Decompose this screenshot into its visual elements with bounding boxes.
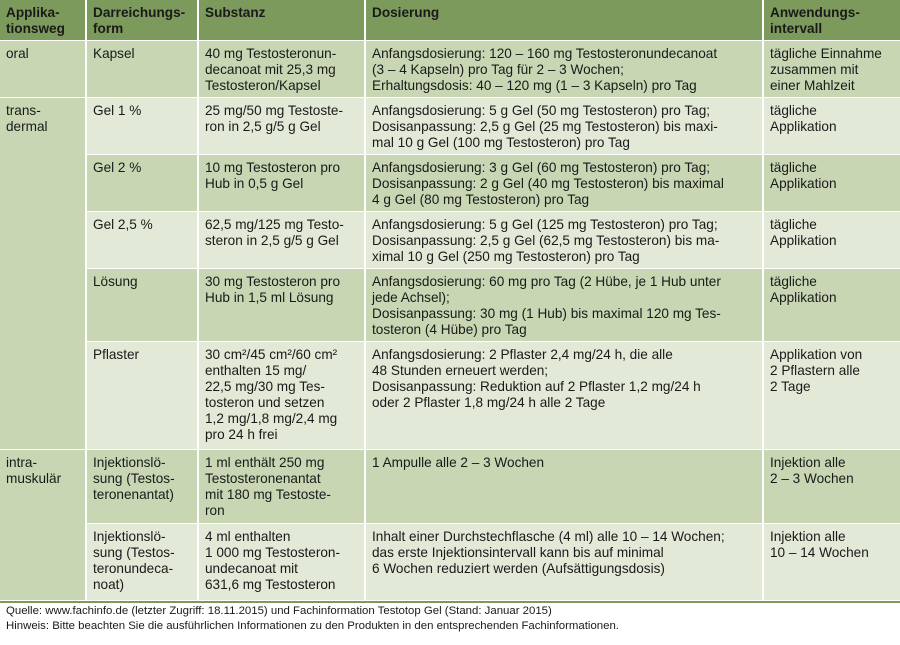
cell-text-line: 62,5 mg/125 mg Testo- <box>205 217 344 232</box>
cell-text-line: mal 10 g Gel (100 mg Testosteron) pro Tag <box>372 135 630 150</box>
cell-darreichungsform <box>86 212 198 269</box>
cell-text-line: Kapsel <box>93 46 135 61</box>
cell-text-line: noat) <box>93 577 124 592</box>
header-dosierung <box>365 0 763 41</box>
cell-text-line: Anfangsdosierung: 60 mg pro Tag (2 Hübe, je 1 Hub unter <box>372 274 721 289</box>
cell-text-line: 1,2 mg/1,8 mg/2,4 mg <box>205 411 338 426</box>
cell-text-line: (3 – 4 Kapseln) pro Tag für 2 – 3 Wochen; <box>372 62 624 77</box>
cell-substanz <box>198 41 365 98</box>
cell-text-line: Injektionslö- <box>93 529 166 544</box>
cell-text-line: sung (Testos- <box>93 471 175 486</box>
cell-text-line: tägliche Einnahme <box>770 46 882 61</box>
cell-text-line: 1 Ampulle alle 2 – 3 Wochen <box>372 455 545 470</box>
footer-source: Quelle: www.fachinfo.de (letzter Zugriff: 18.11.2015) und Fachinformation Testotop Gel (Stand: Januar 2015) <box>6 605 552 617</box>
table-body <box>0 41 900 601</box>
cell-text-line: 10 – 14 Wochen <box>770 545 869 560</box>
cell-darreichungsform <box>86 524 198 601</box>
cell-substanz <box>198 342 365 450</box>
cell-text-line: 4 ml enthalten <box>205 529 291 544</box>
cell-text-line: Dosisanpassung: 2 g Gel (40 mg Testosteron) bis maximal <box>372 176 724 191</box>
cell-text-line: Gel 2,5 % <box>93 217 153 232</box>
cell-text-line: Testosteronenantat <box>205 471 321 486</box>
cell-text-line: teronundeca- <box>93 561 174 576</box>
cell-text-line: Injektionslö- <box>93 455 166 470</box>
cell-dosierung <box>365 212 763 269</box>
cell-text-line: sung (Testos- <box>93 545 175 560</box>
cell-text-line: Anwendungs- <box>770 5 860 20</box>
cell-text-line: 1 ml enthält 250 mg <box>205 455 325 470</box>
cell-text-line: zusammen mit <box>770 62 859 77</box>
cell-text-line: tosteron (4 Hübe) pro Tag <box>372 322 527 337</box>
cell-text-line: tägliche <box>770 217 817 232</box>
cell-text-line: pro 24 h frei <box>205 427 278 442</box>
cell-text-line: tionsweg <box>6 21 65 36</box>
cell-text-line: teronenantat) <box>93 487 174 502</box>
cell-text-line: 48 Stunden erneuert werden; <box>372 363 549 378</box>
cell-text-line: 30 cm²/45 cm²/60 cm² <box>205 347 338 362</box>
table-footer <box>6 604 896 634</box>
cell-text-line: tägliche <box>770 274 817 289</box>
cell-text-line: undecanoat mit <box>205 561 298 576</box>
cell-substanz <box>198 524 365 601</box>
cell-text-line: Anfangsdosierung: 2 Pflaster 2,4 mg/24 h, die alle <box>372 347 673 362</box>
cell-applikationsweg <box>0 41 86 98</box>
cell-dosierung <box>365 269 763 342</box>
table-row <box>0 450 900 524</box>
cell-darreichungsform <box>86 155 198 212</box>
cell-darreichungsform <box>86 41 198 98</box>
cell-text-line: ximal 10 g Gel (250 mg Testosteron) pro Tag <box>372 249 640 264</box>
cell-text-line: Substanz <box>205 5 266 20</box>
cell-dosierung <box>365 342 763 450</box>
header-substanz <box>198 0 365 41</box>
cell-text-line: tägliche <box>770 160 817 175</box>
cell-text-line: dermal <box>6 119 48 134</box>
cell-text-line: tägliche <box>770 103 817 118</box>
cell-dosierung <box>365 450 763 524</box>
cell-text-line: 6 Wochen reduziert werden (Aufsättigungsdosis) <box>372 561 665 576</box>
cell-dosierung <box>365 155 763 212</box>
cell-text-line: ron in 2,5 g/5 g Gel <box>205 119 321 134</box>
cell-text-line: oral <box>6 46 29 61</box>
table-row <box>0 98 900 155</box>
cell-text-line: mit 180 mg Testoste- <box>205 487 331 502</box>
cell-text-line: Anfangsdosierung: 120 – 160 mg Testosteronundecanoat <box>372 46 718 61</box>
cell-text-line: oder 2 Pflaster 1,8 mg/24 h alle 2 Tage <box>372 395 606 410</box>
cell-anwendungsintervall <box>763 155 900 212</box>
cell-text-line: Applikation <box>770 176 837 191</box>
cell-dosierung <box>365 524 763 601</box>
cell-text-line: Pflaster <box>93 347 140 362</box>
footer-divider <box>0 601 900 603</box>
table-row <box>0 524 900 601</box>
header-anwendungsintervall <box>763 0 900 41</box>
cell-text-line: Dosisanpassung: Reduktion auf 2 Pflaster 1,2 mg/24 h <box>372 379 701 394</box>
cell-dosierung <box>365 41 763 98</box>
footer-note: Hinweis: Bitte beachten Sie die ausführlichen Informationen zu den Produkten in den entsprechenden Fachinformationen. <box>6 620 619 632</box>
cell-darreichungsform <box>86 98 198 155</box>
cell-text-line: Erhaltungsdosis: 40 – 120 mg (1 – 3 Kapseln) pro Tag <box>372 78 697 93</box>
cell-text-line: Injektion alle <box>770 529 846 544</box>
cell-text-line: das erste Injektionsintervall kann bis auf minimal <box>372 545 664 560</box>
cell-darreichungsform <box>86 269 198 342</box>
cell-anwendungsintervall <box>763 524 900 601</box>
table-row <box>0 41 900 98</box>
cell-text-line: Anfangsdosierung: 3 g Gel (60 mg Testosteron) pro Tag; <box>372 160 711 175</box>
table-row <box>0 342 900 450</box>
cell-anwendungsintervall <box>763 212 900 269</box>
cell-text-line: Applikation <box>770 290 837 305</box>
cell-text-line: muskulär <box>6 471 62 486</box>
cell-applikationsweg <box>0 450 86 601</box>
cell-substanz <box>198 450 365 524</box>
header-applikationsweg <box>0 0 86 41</box>
cell-text-line: form <box>93 21 124 36</box>
cell-text-line: 631,6 mg Testosteron <box>205 577 336 592</box>
cell-text-line: 4 g Gel (80 mg Testosteron) pro Tag <box>372 192 590 207</box>
cell-text-line: Darreichungs- <box>93 5 186 20</box>
cell-text-line: Dosisanpassung: 2,5 g Gel (25 mg Testosteron) bis maxi- <box>372 119 718 134</box>
cell-text-line: intervall <box>770 21 823 36</box>
table-header-row <box>0 0 900 41</box>
cell-anwendungsintervall <box>763 342 900 450</box>
cell-substanz <box>198 155 365 212</box>
cell-text-line: Gel 1 % <box>93 103 142 118</box>
table-row <box>0 212 900 269</box>
cell-text-line: 10 mg Testosteron pro <box>205 160 341 175</box>
cell-darreichungsform <box>86 450 198 524</box>
cell-text-line: decanoat mit 25,3 mg <box>205 62 336 77</box>
cell-text-line: intra- <box>6 455 37 470</box>
cell-anwendungsintervall <box>763 450 900 524</box>
cell-anwendungsintervall <box>763 269 900 342</box>
cell-text-line: Applika- <box>6 5 60 20</box>
cell-text-line: Injektion alle <box>770 455 846 470</box>
cell-text-line: Hub in 0,5 g Gel <box>205 176 304 191</box>
table-row <box>0 155 900 212</box>
cell-text-line: 2 – 3 Wochen <box>770 471 854 486</box>
cell-text-line: Gel 2 % <box>93 160 142 175</box>
cell-text-line: jede Achsel); <box>372 290 450 305</box>
cell-text-line: ron <box>205 503 225 518</box>
cell-text-line: Applikation <box>770 119 837 134</box>
header-darreichungsform <box>86 0 198 41</box>
cell-text-line: 30 mg Testosteron pro <box>205 274 341 289</box>
cell-text-line: 2 Pflastern alle <box>770 363 860 378</box>
cell-text-line: 40 mg Testosteronun- <box>205 46 337 61</box>
cell-text-line: Anfangsdosierung: 5 g Gel (125 mg Testosteron) pro Tag; <box>372 217 718 232</box>
cell-text-line: Dosierung <box>372 5 440 20</box>
cell-text-line: Testosteron/Kapsel <box>205 78 321 93</box>
cell-anwendungsintervall <box>763 98 900 155</box>
cell-text-line: tosteron und setzen <box>205 395 325 410</box>
cell-text-line: trans- <box>6 103 41 118</box>
cell-text-line: Dosisanpassung: 30 mg (1 Hub) bis maximal 120 mg Tes- <box>372 306 721 321</box>
cell-text-line: einer Mahlzeit <box>770 78 855 93</box>
cell-text-line: Hub in 1,5 ml Lösung <box>205 290 334 305</box>
cell-dosierung <box>365 98 763 155</box>
cell-text-line: steron in 2,5 g/5 g Gel <box>205 233 339 248</box>
cell-text-line: 2 Tage <box>770 379 811 394</box>
cell-text-line: enthalten 15 mg/ <box>205 363 307 378</box>
cell-text-line: Applikation von <box>770 347 863 362</box>
cell-darreichungsform <box>86 342 198 450</box>
cell-text-line: Dosisanpassung: 2,5 g Gel (62,5 mg Testosteron) bis ma- <box>372 233 720 248</box>
cell-text-line: 25 mg/50 mg Testoste- <box>205 103 344 118</box>
cell-substanz <box>198 98 365 155</box>
cell-substanz <box>198 212 365 269</box>
cell-anwendungsintervall <box>763 41 900 98</box>
table-row <box>0 269 900 342</box>
cell-text-line: Anfangsdosierung: 5 g Gel (50 mg Testosteron) pro Tag; <box>372 103 711 118</box>
cell-text-line: Applikation <box>770 233 837 248</box>
cell-text-line: Inhalt einer Durchstechflasche (4 ml) alle 10 – 14 Wochen; <box>372 529 725 544</box>
cell-text-line: Lösung <box>93 274 138 289</box>
cell-text-line: 1 000 mg Testosteron- <box>205 545 341 560</box>
cell-text-line: 22,5 mg/30 mg Tes- <box>205 379 325 394</box>
cell-applikationsweg <box>0 98 86 450</box>
cell-substanz <box>198 269 365 342</box>
